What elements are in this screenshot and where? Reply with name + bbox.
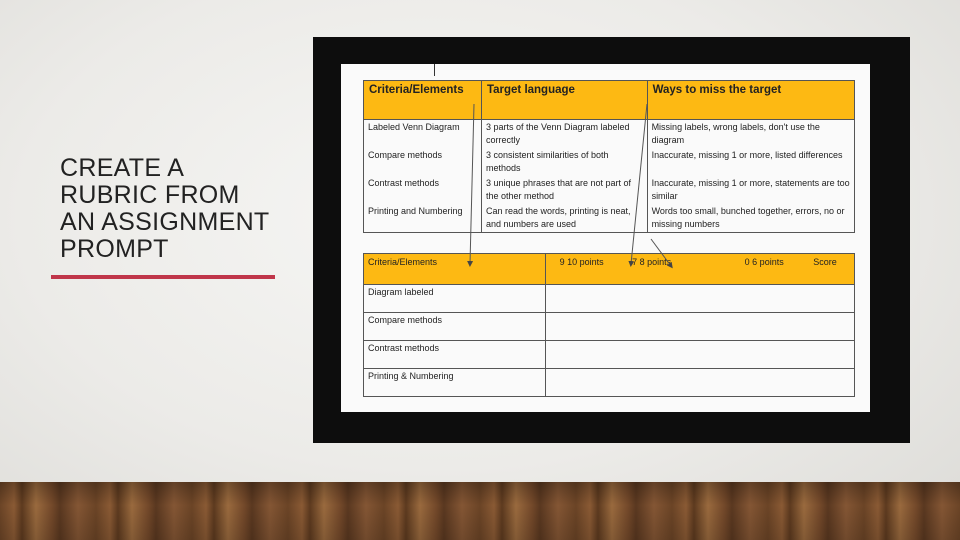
table-cell: Can read the words, printing is neat, and numbers are used: [481, 204, 647, 233]
rubric-table: [363, 253, 855, 397]
points-7-8: 7 8 points: [632, 257, 672, 267]
table-cell: Inaccurate, missing 1 or more, statements are too similar: [647, 176, 854, 204]
score-cell: [545, 341, 854, 369]
table-row: [364, 313, 855, 341]
table-cell: Printing and Numbering: [364, 204, 482, 233]
target-language-table: [363, 80, 855, 233]
title-line: AN ASSIGNMENT: [60, 208, 270, 236]
table-cell: Contrast methods: [364, 341, 546, 369]
score-cell: [545, 313, 854, 341]
table-cell: 3 parts of the Venn Diagram labeled correctly: [481, 120, 647, 149]
table-header: Target language: [481, 81, 647, 120]
table-cell: Compare methods: [364, 313, 546, 341]
title-underline: [51, 275, 275, 279]
table-row: [364, 120, 855, 149]
table-cell: Compare methods: [364, 148, 482, 176]
score-cell: [545, 369, 854, 397]
table-row: [364, 341, 855, 369]
title-line: RUBRIC FROM: [60, 181, 240, 209]
divider: [434, 64, 435, 76]
points-0-6: 0 6 points: [744, 257, 784, 267]
table-row: [364, 176, 855, 204]
points-header: [545, 254, 854, 285]
table-row: [364, 148, 855, 176]
rubric-image: [341, 64, 870, 412]
score-cell: [545, 285, 854, 313]
table-cell: 3 unique phrases that are not part of the other method: [481, 176, 647, 204]
table-header: Criteria/Elements: [364, 81, 482, 120]
wood-floor: [0, 482, 960, 540]
table-cell: Missing labels, wrong labels, don't use the diagram: [647, 120, 854, 149]
table-row: [364, 285, 855, 313]
table-cell: Printing & Numbering: [364, 369, 546, 397]
table-row: [364, 369, 855, 397]
table-cell: Diagram labeled: [364, 285, 546, 313]
score-header: Score: [813, 257, 837, 267]
title-line: PROMPT: [60, 235, 169, 263]
title-line: CREATE A: [60, 154, 185, 182]
points-9-10: 9 10 points: [559, 257, 604, 267]
table-cell: 3 consistent similarities of both methods: [481, 148, 647, 176]
table-row: [364, 204, 855, 233]
table-cell: Contrast methods: [364, 176, 482, 204]
slide-title: [60, 155, 300, 263]
table-cell: Inaccurate, missing 1 or more, listed differences: [647, 148, 854, 176]
table-header: Criteria/Elements: [364, 254, 546, 285]
table-header: Ways to miss the target: [647, 81, 854, 120]
table-cell: Words too small, bunched together, errors, no or missing numbers: [647, 204, 854, 233]
table-cell: Labeled Venn Diagram: [364, 120, 482, 149]
